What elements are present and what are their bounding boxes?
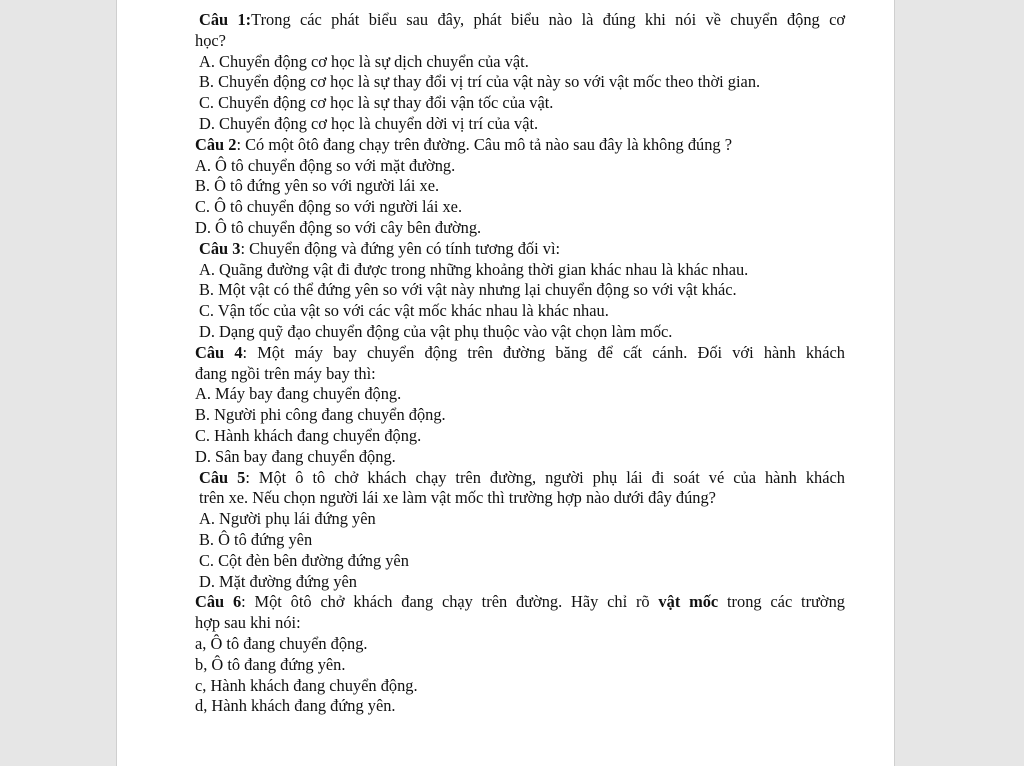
q3-option-a: A. Quãng đường vật đi được trong những khoảng thời gian khác nhau là khác nhau. <box>199 259 749 279</box>
question-5-text: Câu 5: Một ô tô chở khách chạy trên đường, người phụ lái đi soát vé của hành khách <box>199 467 845 487</box>
question-6-text: Câu 6: Một ôtô chở khách đang chạy trên đường. Hãy chỉ rõ vật mốc trong các trường <box>195 592 845 612</box>
q2-option-a: A. Ô tô chuyển động so với mặt đường. <box>195 155 456 175</box>
question-1-label: Câu 1: <box>199 10 252 29</box>
document-body <box>195 10 845 717</box>
question-6-text-cont: hợp sau khi nói: <box>195 613 301 633</box>
question-3-label: Câu 3 <box>199 238 241 258</box>
question-1-text-cont: học? <box>195 30 226 50</box>
question-5-text-cont: trên xe. Nếu chọn người lái xe làm vật mốc thì trường hợp nào dưới đây đúng? <box>199 488 716 508</box>
q4-option-d: D. Sân bay đang chuyển động. <box>195 446 396 466</box>
q5-option-b: B. Ô tô đứng yên <box>199 529 313 549</box>
q2-option-b: B. Ô tô đứng yên so với người lái xe. <box>195 176 440 196</box>
q6-option-c: c, Hành khách đang chuyển động. <box>195 675 418 695</box>
question-4-text-cont: đang ngồi trên máy bay thì: <box>195 363 376 383</box>
q4-option-b: B. Người phi công đang chuyển động. <box>195 405 446 425</box>
q6-option-a: a, Ô tô đang chuyển động. <box>195 633 368 653</box>
q2-option-c: C. Ô tô chuyển động so với người lái xe. <box>195 197 463 217</box>
question-3-text: Câu 3: Chuyển động và đứng yên có tính tương đối vì: <box>199 238 561 258</box>
q1-option-b: B. Chuyển động cơ học là sự thay đổi vị trí của vật này so với vật mốc theo thời gian. <box>199 72 761 92</box>
question-2-text: Câu 2: Có một ôtô đang chạy trên đường. Câu mô tả nào sau đây là không đúng ? <box>195 134 732 154</box>
q4-option-c: C. Hành khách đang chuyển động. <box>195 425 422 445</box>
question-4-text: Câu 4: Một máy bay chuyển động trên đường băng để cất cánh. Đối với hành khách <box>195 342 845 362</box>
question-2-label: Câu 2 <box>195 134 237 154</box>
q5-option-a: A. Người phụ lái đứng yên <box>199 509 376 529</box>
question-5-label: Câu 5 <box>199 467 246 487</box>
q5-option-d: D. Mặt đường đứng yên <box>199 571 357 591</box>
q3-option-b: B. Một vật có thể đứng yên so với vật này nhưng lại chuyển động so với vật khác. <box>199 280 737 300</box>
q6-option-b: b, Ô tô đang đứng yên. <box>195 654 346 674</box>
q1-option-a: A. Chuyển động cơ học là sự dịch chuyển của vật. <box>199 51 529 71</box>
q1-option-d: D. Chuyển động cơ học là chuyển dời vị trí của vật. <box>199 113 539 133</box>
q6-option-d: d, Hành khách đang đứng yên. <box>195 696 396 716</box>
q3-option-c: C. Vận tốc của vật so với các vật mốc khác nhau là khác nhau. <box>199 301 609 321</box>
question-6-keyword: vật mốc <box>658 592 719 612</box>
question-1-text: Câu 1:Trong các phát biểu sau đây, phát biểu nào là đúng khi nói về chuyển động cơ <box>199 10 846 29</box>
q4-option-a: A. Máy bay đang chuyển động. <box>195 384 402 404</box>
q2-option-d: D. Ô tô chuyển động so với cây bên đường. <box>195 217 482 237</box>
q3-option-d: D. Dạng quỹ đạo chuyển động của vật phụ thuộc vào vật chọn làm mốc. <box>199 321 673 341</box>
document-page <box>116 0 895 766</box>
q1-option-c: C. Chuyển động cơ học là sự thay đổi vận tốc của vật. <box>199 93 554 113</box>
question-6-label: Câu 6 <box>195 592 242 612</box>
q5-option-c: C. Cột đèn bên đường đứng yên <box>199 550 409 570</box>
question-4-label: Câu 4 <box>195 342 243 362</box>
